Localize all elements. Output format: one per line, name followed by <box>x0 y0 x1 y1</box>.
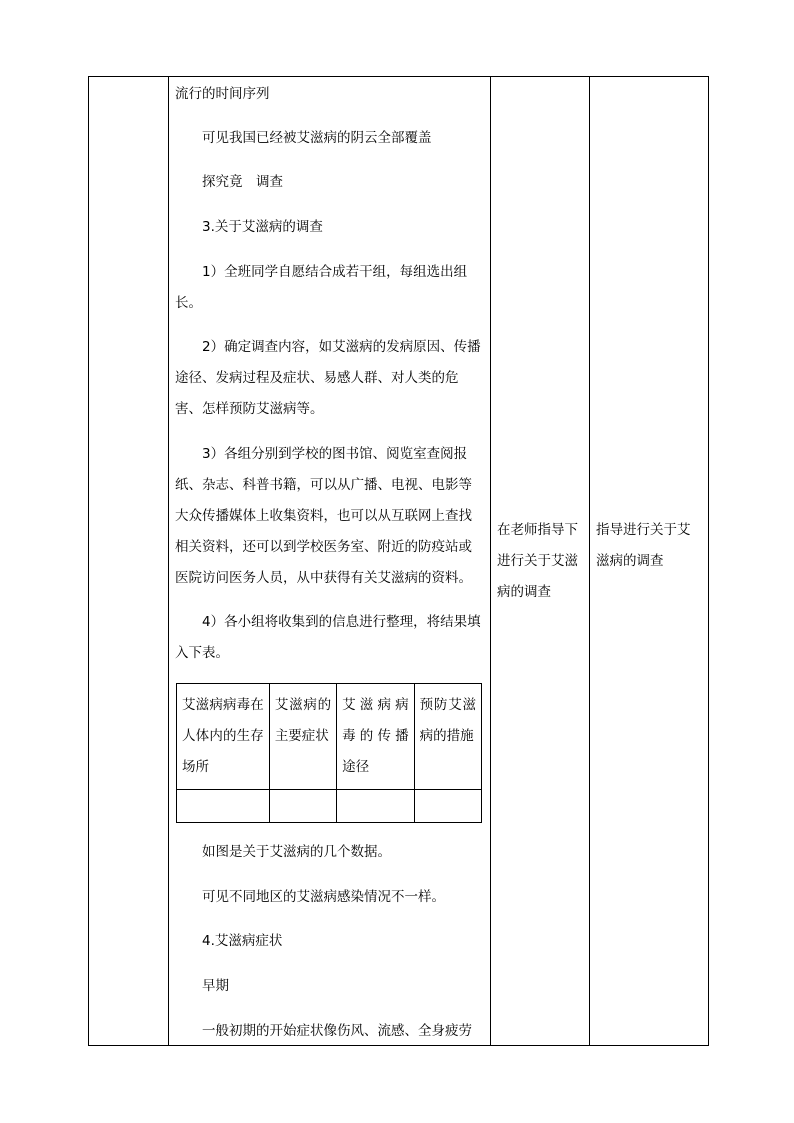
survey-cell <box>337 790 415 823</box>
survey-cell <box>414 790 481 823</box>
empty-column-cell <box>89 77 169 1046</box>
content-line: 可见我国已经被艾滋病的阴云全部覆盖 <box>202 130 432 146</box>
section-heading: 4.艾滋病症状 <box>202 933 283 949</box>
lesson-plan-table <box>88 76 709 1046</box>
teaching-content-cell <box>169 77 491 1046</box>
student-activity-text: 在老师指导下进行关于艾滋病的调查 <box>497 521 578 600</box>
content-line: 可见不同地区的艾滋病感染情况不一样。 <box>202 889 445 905</box>
content-paragraph: 2）确定调查内容，如艾滋病的发病原因、传播途径、发病过程及症状、易感人群、对人类的危害、怎样预防艾滋病等。 <box>175 339 481 417</box>
survey-header: 预防艾滋病的措施 <box>414 684 481 790</box>
content-paragraph: 3）各组分别到学校的图书馆、阅览室查阅报纸、杂志、科普书籍，可以从广播、电视、电影等大众传播媒体上收集资料，也可以从互联网上查找相关资料，还可以到学校医务室、附近的防疫站或医院访问医务人员，从中获得有关艾滋病的资料。 <box>175 446 472 586</box>
content-line: 探究竟 调查 <box>202 174 283 190</box>
survey-cell <box>269 790 336 823</box>
survey-cell <box>177 790 270 823</box>
survey-header: 艾滋病的主要症状 <box>269 684 336 790</box>
section-heading: 3.关于艾滋病的调查 <box>202 219 323 235</box>
teacher-activity-text: 指导进行关于艾滋病的调查 <box>596 522 691 569</box>
survey-header: 艾滋病病毒的传播途径 <box>337 684 415 790</box>
content-line: 早期 <box>202 978 229 994</box>
content-line: 流行的时间序列 <box>175 86 270 102</box>
content-paragraph: 1）全班同学自愿结合成若干组，每组选出组长。 <box>175 264 468 311</box>
content-line: 如图是关于艾滋病的几个数据。 <box>202 844 391 860</box>
survey-header: 艾滋病病毒在人体内的生存场所 <box>177 684 270 790</box>
survey-table <box>176 683 482 823</box>
teacher-activity-cell <box>590 77 709 1046</box>
content-paragraph: 4）各小组将收集到的信息进行整理，将结果填入下表。 <box>175 614 481 661</box>
student-activity-cell <box>491 77 590 1046</box>
content-line: 一般初期的开始症状像伤风、流感、全身疲劳 <box>202 1023 472 1039</box>
